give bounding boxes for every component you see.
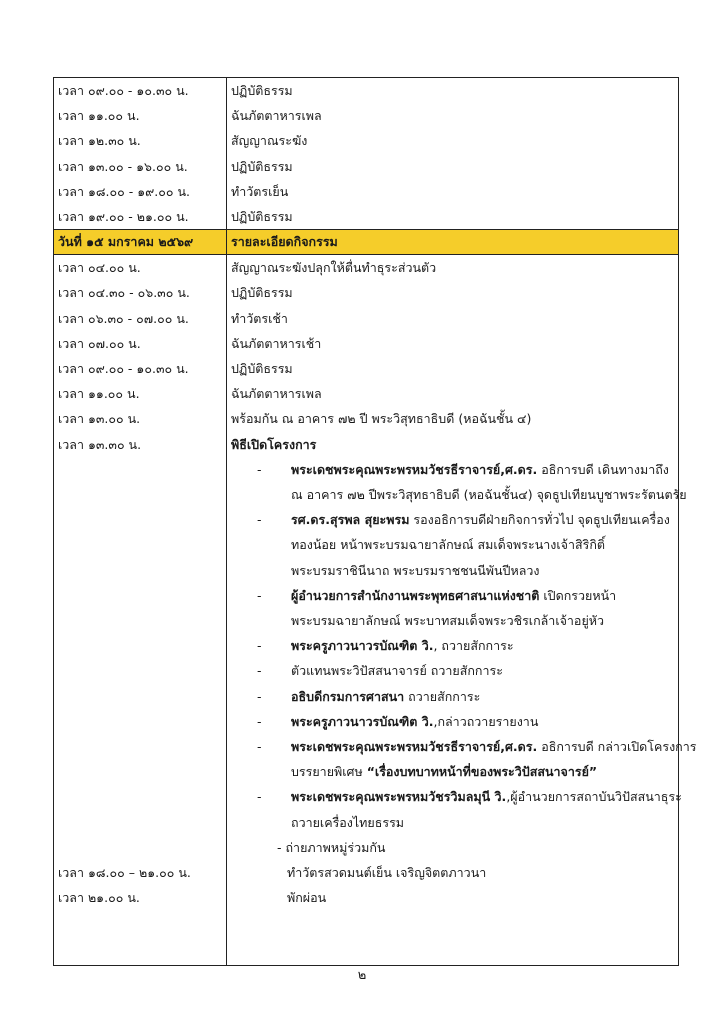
dash-bullet: -: [257, 663, 262, 679]
time-cell: เวลา ๐๔.๓๐ - ๐๖.๓๐ น.: [54, 280, 227, 305]
schedule-row: [54, 204, 679, 230]
activity-cell: ปฏิบัติธรรม: [227, 280, 679, 305]
ceremony-item-name: พระครูภาวนาวรบัณฑิต วิ.: [291, 713, 434, 729]
time-cell: เวลา ๑๓.๐๐ - ๑๖.๐๐ น.: [54, 154, 227, 179]
blank-row: [54, 911, 679, 966]
ceremony-item-continuation: ณ อาคาร ๗๒ ปีพระวิสุทธาธิบดี (หอฉันชั้น๔) จุดธูปเทียนบูชาพระรัตนตรัย: [291, 487, 687, 503]
dash-bullet: -: [257, 713, 262, 729]
time-cell: เวลา ๑๙.๐๐ - ๒๑.๐๐ น.: [54, 204, 227, 230]
opening-title: พิธีเปิดโครงการ: [231, 436, 317, 452]
schedule-row: [54, 331, 679, 356]
ceremony-item-text: เปิดกรวยหน้า: [539, 587, 617, 603]
activity-cell: ทำวัตรเช้า: [227, 306, 679, 331]
time-cell: เวลา ๑๘.๐๐ - ๑๙.๐๐ น.: [54, 179, 227, 204]
time-cell: เวลา ๐๔.๐๐ น.: [54, 255, 227, 281]
schedule-row: [54, 885, 679, 910]
activity-cell: ปฏิบัติธรรม: [227, 204, 679, 230]
ceremony-item-name: ผู้อำนวยการสำนักงานพระพุทธศาสนาแห่งชาติ: [291, 587, 540, 603]
dash-bullet: -: [257, 638, 262, 654]
schedule-row: [54, 860, 679, 885]
time-cell: เวลา ๑๘.๐๐ – ๒๑.๐๐ น.: [54, 860, 227, 885]
ceremony-item: [231, 583, 678, 608]
time-cell: เวลา ๐๙.๐๐ - ๑๐.๓๐ น.: [54, 356, 227, 381]
schedule-row: [54, 406, 679, 431]
day-header-row: [54, 230, 679, 255]
ceremony-item-continuation: พระบรมฉายาลักษณ์ พระบาทสมเด็จพระวชิรเกล้าเจ้าอยู่หัว: [291, 613, 605, 629]
ceremony-item-name: รศ.ดร.สุรพล สุยะพรม: [291, 512, 410, 528]
activity-cell: สัญญาณระฆัง: [227, 128, 679, 153]
ceremony-item: [231, 633, 678, 658]
opening-ceremony-row: [54, 432, 679, 860]
activity-cell: ฉันภัตตาหารเพล: [227, 103, 679, 128]
ceremony-item-text: ,ผู้อำนวยการสถาบันวิปัสสนาธุระ: [506, 789, 682, 805]
ceremony-item-name: พระเดชพระคุณพระพรหมวัชรธีราจารย์,ศ.ดร.: [291, 739, 538, 755]
ceremony-item-text: , ถวายสักการะ: [433, 638, 514, 654]
time-cell: เวลา ๒๑.๐๐ น.: [54, 885, 227, 910]
ceremony-item: [231, 784, 682, 809]
time-cell: เวลา ๑๒.๓๐ น.: [54, 128, 227, 153]
activity-cell: [227, 432, 697, 860]
ceremony-item-name: พระเดชพระคุณพระพรหมวัชรธีราจารย์,ศ.ดร.: [291, 461, 538, 477]
dash-bullet: -: [257, 789, 262, 805]
dash-bullet: -: [257, 512, 262, 528]
schedule-row: [54, 255, 679, 281]
activity-cell: ฉันภัตตาหารเช้า: [227, 331, 679, 356]
time-cell: วันที่ ๑๕ มกราคม ๒๕๖๙: [54, 230, 227, 255]
schedule-row: [54, 356, 679, 381]
activity-cell: ปฏิบัติธรรม: [227, 154, 679, 179]
time-cell: เวลา ๑๑.๐๐ น.: [54, 381, 227, 406]
time-cell: เวลา ๑๓.๓๐ น.: [54, 432, 227, 860]
schedule-row: [54, 78, 679, 104]
time-cell: เวลา ๐๙.๐๐ - ๑๐.๓๐ น.: [54, 78, 227, 104]
activity-cell: สัญญาณระฆังปลุกให้ตื่นทำธุระส่วนตัว: [227, 255, 679, 281]
dash-bullet: -: [257, 739, 262, 755]
ceremony-item: [231, 684, 678, 709]
ceremony-item-continuation: ทองน้อย หน้าพระบรมฉายาลักษณ์ สมเด็จพระนางเจ้าสิริกิติ์: [291, 537, 606, 553]
ceremony-item-text: ตัวแทนพระวิปัสสนาจารย์ ถวายสักการะ: [291, 663, 503, 679]
activity-cell: ทำวัตรสวดมนต์เย็น เจริญจิตตภาวนา: [227, 860, 679, 885]
ceremony-item-name: อธิบดีกรมการศาสนา: [291, 688, 405, 704]
group-photo-item: - ถ่ายภาพหมู่ร่วมกัน: [277, 839, 386, 855]
time-cell: เวลา ๑๓.๐๐ น.: [54, 406, 227, 431]
ceremony-item-text: อธิการบดี กล่าวเปิดโครงการ: [537, 739, 697, 755]
ceremony-item-text: ,กล่าวถวายรายงาน: [433, 713, 539, 729]
ceremony-item-text: ถวายสักการะ: [404, 688, 481, 704]
schedule-row: [54, 381, 679, 406]
activity-cell: ปฏิบัติธรรม: [227, 78, 679, 104]
activity-cell: พักผ่อน: [227, 885, 679, 910]
ceremony-item-continuation: ถวายเครื่องไทยธรรม: [291, 814, 405, 830]
time-cell: เวลา ๐๖.๓๐ - ๐๗.๐๐ น.: [54, 306, 227, 331]
ceremony-item-name: พระเดชพระคุณพระพรหมวัชรวิมลมุนี วิ.: [291, 789, 507, 805]
ceremony-item-name: พระครูภาวนาวรบัณฑิต วิ.: [291, 638, 434, 654]
page-number: ๒: [357, 968, 367, 983]
lecture-prefix: บรรยายพิเศษ: [291, 764, 367, 780]
ceremony-item: [231, 709, 678, 734]
schedule-row: [54, 280, 679, 305]
schedule-row: [54, 306, 679, 331]
schedule-table: [53, 77, 697, 966]
time-cell: [54, 911, 227, 966]
schedule-row: [54, 128, 679, 153]
dash-bullet: -: [257, 461, 262, 477]
schedule-row: [54, 154, 679, 179]
schedule-row: [54, 103, 679, 128]
time-cell: เวลา ๑๑.๐๐ น.: [54, 103, 227, 128]
ceremony-item-continuation: [231, 759, 678, 784]
time-cell: เวลา ๐๗.๐๐ น.: [54, 331, 227, 356]
activity-cell: ทำวัตรเย็น: [227, 179, 679, 204]
schedule-row: [54, 179, 679, 204]
activity-cell: ฉันภัตตาหารเพล: [227, 381, 679, 406]
ceremony-item: [231, 734, 697, 759]
ceremony-item: [231, 658, 678, 683]
ceremony-item-continuation: พระบรมราชินีนาถ พระบรมราชชนนีพันปีหลวง: [291, 562, 540, 578]
dash-bullet: -: [257, 688, 262, 704]
dash-bullet: -: [257, 587, 262, 603]
lecture-title: “เรื่องบทบาทหน้าที่ของพระวิปัสสนาจารย์”: [366, 764, 598, 780]
activity-cell: [227, 911, 679, 966]
activity-cell: พร้อมกัน ณ อาคาร ๗๒ ปี พระวิสุทธาธิบดี (หอฉันชั้น ๔): [227, 406, 679, 431]
ceremony-item: [231, 507, 678, 532]
schedule-body: [54, 78, 697, 966]
ceremony-item-text: รองอธิการบดีฝ่ายกิจการทั่วไป จุดธูปเทียนเครื่อง: [409, 512, 670, 528]
activity-cell: รายละเอียดกิจกรรม: [227, 230, 679, 255]
ceremony-item-text: อธิการบดี เดินทางมาถึง: [537, 461, 669, 477]
ceremony-item: [231, 457, 678, 482]
activity-cell: ปฏิบัติธรรม: [227, 356, 679, 381]
